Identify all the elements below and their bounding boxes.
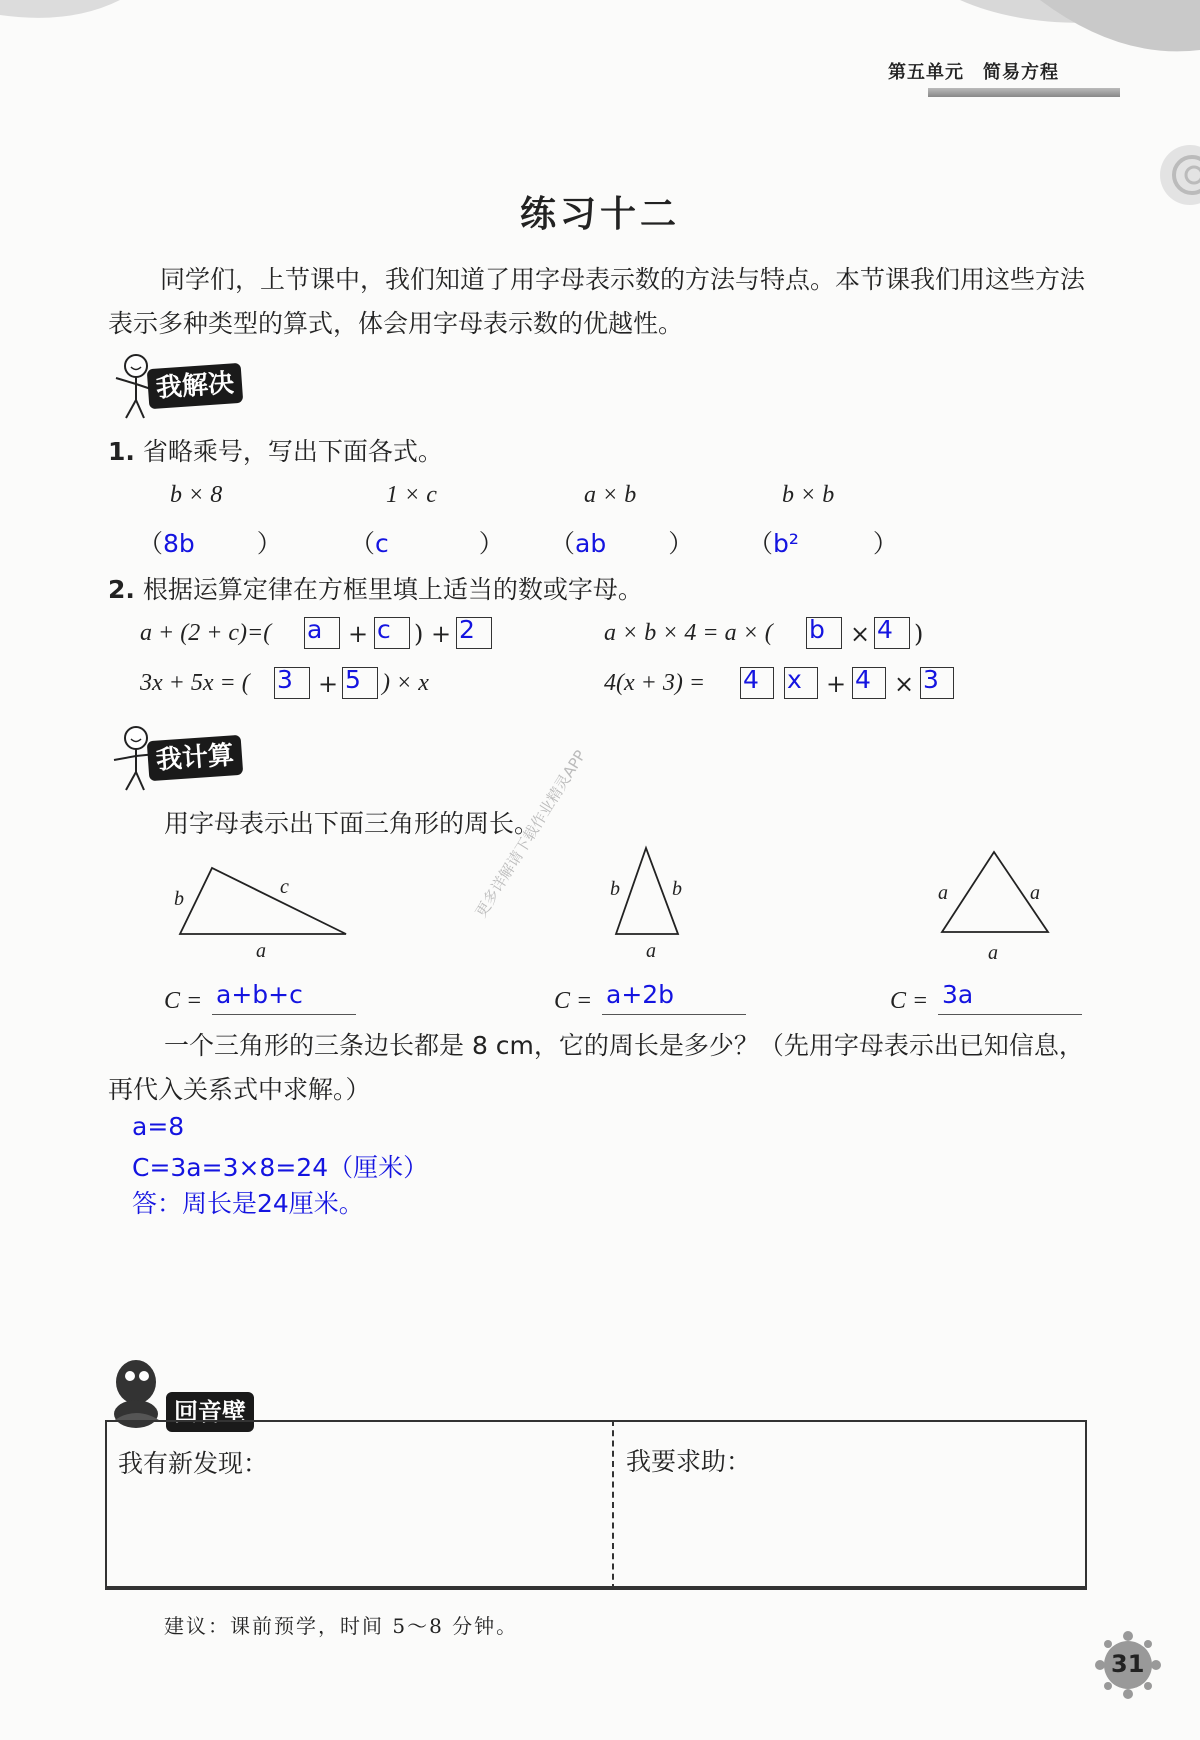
section-header-calc <box>106 724 266 790</box>
q2-box-3b-value: 3 <box>923 665 939 694</box>
q2-box-4c-value: 4 <box>855 665 871 694</box>
q1-answer-2-value: c <box>375 529 389 558</box>
q2-box-a <box>304 617 340 649</box>
perimeter-1-answer: a+b+c <box>216 980 303 1009</box>
q1-answer-2: （c ） <box>350 529 504 558</box>
corner-decoration <box>900 0 1200 210</box>
header-bar <box>928 88 1120 97</box>
q2-box-3b <box>920 667 954 699</box>
q2-box-b-value: b <box>809 615 825 644</box>
word-problem-text: 一个三角形的三条边长都是 8 cm，它的周长是多少？（先用字母表示出已知信息，再代入关系式中求解。） <box>108 1031 1084 1104</box>
q2-row2-right-times: × <box>894 670 915 698</box>
q2-box-4b <box>740 667 774 699</box>
q2-row1-right-times: × <box>850 620 871 648</box>
q2-box-2 <box>456 617 492 649</box>
q1-answer-1-value: 8b <box>163 529 195 558</box>
feedback-divider <box>612 1420 614 1590</box>
q2-box-b <box>806 617 842 649</box>
solution-line-3: 答：周长是24厘米。 <box>132 1189 364 1218</box>
footer-suggestion: 建议：课前预学，时间 5～8 分钟。 <box>164 1614 519 1638</box>
q2-box-4a <box>874 617 910 649</box>
question-2-number: 2. <box>108 575 135 604</box>
page-title: 练习十二 <box>519 194 680 235</box>
perimeter-2-answer: a+2b <box>606 980 675 1009</box>
perimeter-3-label: C = <box>890 988 929 1014</box>
intro-text: 同学们，上节课中，我们知道了用字母表示数的方法与特点。本节课我们用这些方法表示多种类型的算式，体会用字母表示数的优越性。 <box>108 265 1086 338</box>
unit-header: 第五单元 简易方程 <box>888 62 1059 83</box>
q2-box-c <box>374 617 410 649</box>
watermark: 更多详解请下载作业精灵APP <box>471 747 590 921</box>
q1-expr-2: 1 × c <box>386 482 437 508</box>
q2-row2-left-plus: + <box>318 670 339 698</box>
q2-box-x <box>784 667 818 699</box>
triangle-3-label-bottom: a <box>988 942 998 964</box>
triangle-3-label-left: a <box>938 882 948 904</box>
feedback-right-label: 我要求助： <box>626 1447 752 1476</box>
q2-box-3-value: 3 <box>277 665 293 694</box>
q2-row1-left-plus: + <box>348 620 369 648</box>
triangle-1-label-left: b <box>174 888 184 910</box>
feedback-badge: 回音壁 <box>166 1392 254 1432</box>
triangle-3-label-right: a <box>1030 882 1040 904</box>
question-2 <box>108 570 643 606</box>
triangle-2-label-bottom: a <box>646 940 656 962</box>
perimeter-3-answer: 3a <box>942 980 974 1009</box>
q2-box-5 <box>342 667 378 699</box>
section-badge-solve: 我解决 <box>147 363 244 409</box>
q1-answer-3-value: ab <box>575 529 607 558</box>
q2-box-a-value: a <box>307 615 323 644</box>
q2-row1-right-close: ) <box>914 620 924 648</box>
q2-box-4b-value: 4 <box>743 665 759 694</box>
question-2-text: 根据运算定律在方框里填上适当的数或字母。 <box>142 575 643 604</box>
q1-expr-3: a × b <box>584 482 637 508</box>
q2-box-3 <box>274 667 310 699</box>
perimeter-1-label: C = <box>164 988 203 1014</box>
solution-line-2: C=3a=3×8=24（厘米） <box>132 1153 429 1182</box>
perimeter-instruction: 用字母表示出下面三角形的周长。 <box>164 809 540 838</box>
q2-box-c-value: c <box>377 615 391 644</box>
feedback-left-label: 我有新发现： <box>118 1449 269 1478</box>
triangle-2-label-left: b <box>610 878 620 900</box>
q1-answer-3: （ab ） <box>550 529 694 558</box>
q2-row1-right-prefix: a × b × 4 = a × ( <box>604 620 773 646</box>
q2-box-x-value: x <box>787 665 802 694</box>
question-1-number: 1. <box>108 437 135 466</box>
corner-decoration-left <box>0 0 120 30</box>
solution-line-1: a=8 <box>132 1112 185 1141</box>
q2-box-4c <box>852 667 886 699</box>
q2-box-4a-value: 4 <box>877 615 893 644</box>
q1-answer-4-value: b² <box>773 529 799 558</box>
triangle-1-label-top: c <box>280 876 289 898</box>
triangle-2-label-right: b <box>672 878 682 900</box>
perimeter-2-line <box>602 1014 746 1015</box>
q2-box-2-value: 2 <box>459 615 475 644</box>
q2-row2-right-prefix: 4(x + 3) = <box>604 670 706 696</box>
question-1 <box>108 432 443 468</box>
section-badge-calc: 我计算 <box>147 735 244 781</box>
q2-box-5-value: 5 <box>345 665 361 694</box>
perimeter-3-line <box>938 1014 1082 1015</box>
q1-answer-1: （8b ） <box>138 529 282 558</box>
intro-paragraph <box>108 258 1088 346</box>
q2-row2-left-prefix: 3x + 5x = ( <box>140 670 250 696</box>
q2-row2-left-close: ) × x <box>382 670 429 696</box>
q1-expr-1: b × 8 <box>170 482 223 508</box>
q1-answer-4: （b² ） <box>748 529 898 558</box>
perimeter-2-label: C = <box>554 988 593 1014</box>
q1-expr-4: b × b <box>782 482 835 508</box>
triangle-1-label-bottom: a <box>256 940 266 962</box>
section-header-solve <box>106 352 266 418</box>
perimeter-1-line <box>212 1014 356 1015</box>
page-number: 31 <box>1111 1650 1145 1678</box>
q2-row2-right-plus: + <box>826 670 847 698</box>
q2-row1-left-prefix: a + (2 + c)=( <box>140 620 272 646</box>
word-problem <box>108 1024 1088 1112</box>
question-1-text: 省略乘号，写出下面各式。 <box>142 437 443 466</box>
q2-row1-left-close: ) + <box>414 620 452 648</box>
